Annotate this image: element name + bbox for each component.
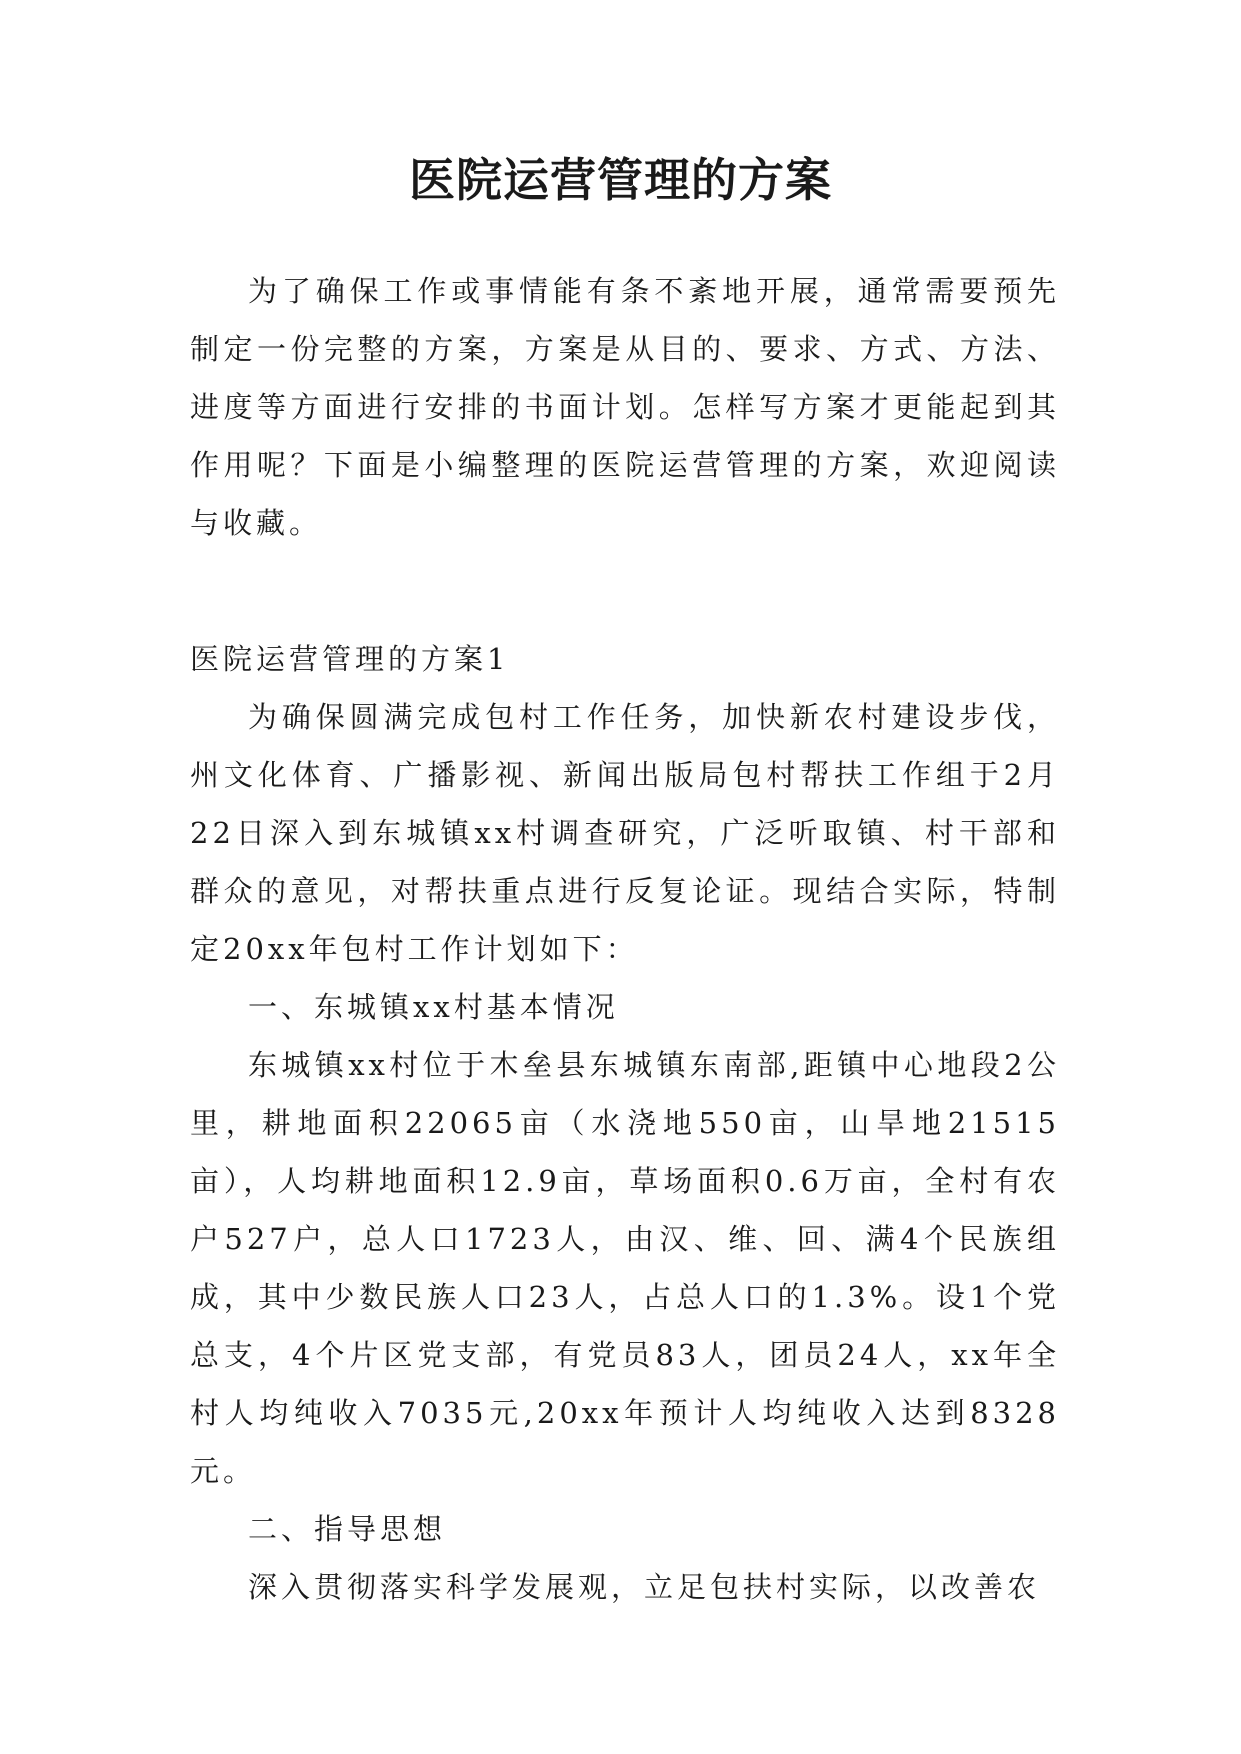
section-heading: 医院运营管理的方案1	[190, 642, 510, 676]
guiding-ideology-paragraph: 深入贯彻落实科学发展观，立足包扶村实际，以改善农	[248, 1570, 1041, 1604]
document-title: 医院运营管理的方案	[409, 153, 832, 207]
intro-paragraph: 为了确保工作或事情能有条不紊地开展，通常需要预先制定一份完整的方案，方案是从目的、要求、方式、方法、进度等方面进行安排的书面计划。怎样写方案才更能起到其作用呢？下面是小编整理的医院运营管理的方案，欢迎阅读与收藏。	[190, 274, 1060, 540]
section-paragraph: 为确保圆满完成包村工作任务，加快新农村建设步伐，州文化体育、广播影视、新闻出版局包村帮扶工作组于2月22日深入到东城镇xx村调查研究，广泛听取镇、村干部和群众的意见，对帮扶重点进行反复论证。现结合实际，特制定20xx年包村工作计划如下：	[190, 700, 1060, 966]
basic-info-paragraph: 东城镇xx村位于木垒县东城镇东南部,距镇中心地段2公里，耕地面积22065亩（水浇地550亩，山旱地21515亩），人均耕地面积12.9亩，草场面积0.6万亩，全村有农户527户，总人口1723人，由汉、维、回、满4个民族组成，其中少数民族人口23人，占总人口的1.3%。设1个党总支，4个片区党支部，有党员83人，团员24人，xx年全村人均纯收入7035元,20xx年预计人均纯收入达到8328元。	[190, 1048, 1060, 1488]
section-1	[190, 630, 1060, 1616]
sub-heading-basic-info: 一、东城镇xx村基本情况	[248, 990, 619, 1024]
intro-block	[190, 262, 1060, 552]
sub-heading-guiding-ideology: 二、指导思想	[248, 1512, 447, 1546]
